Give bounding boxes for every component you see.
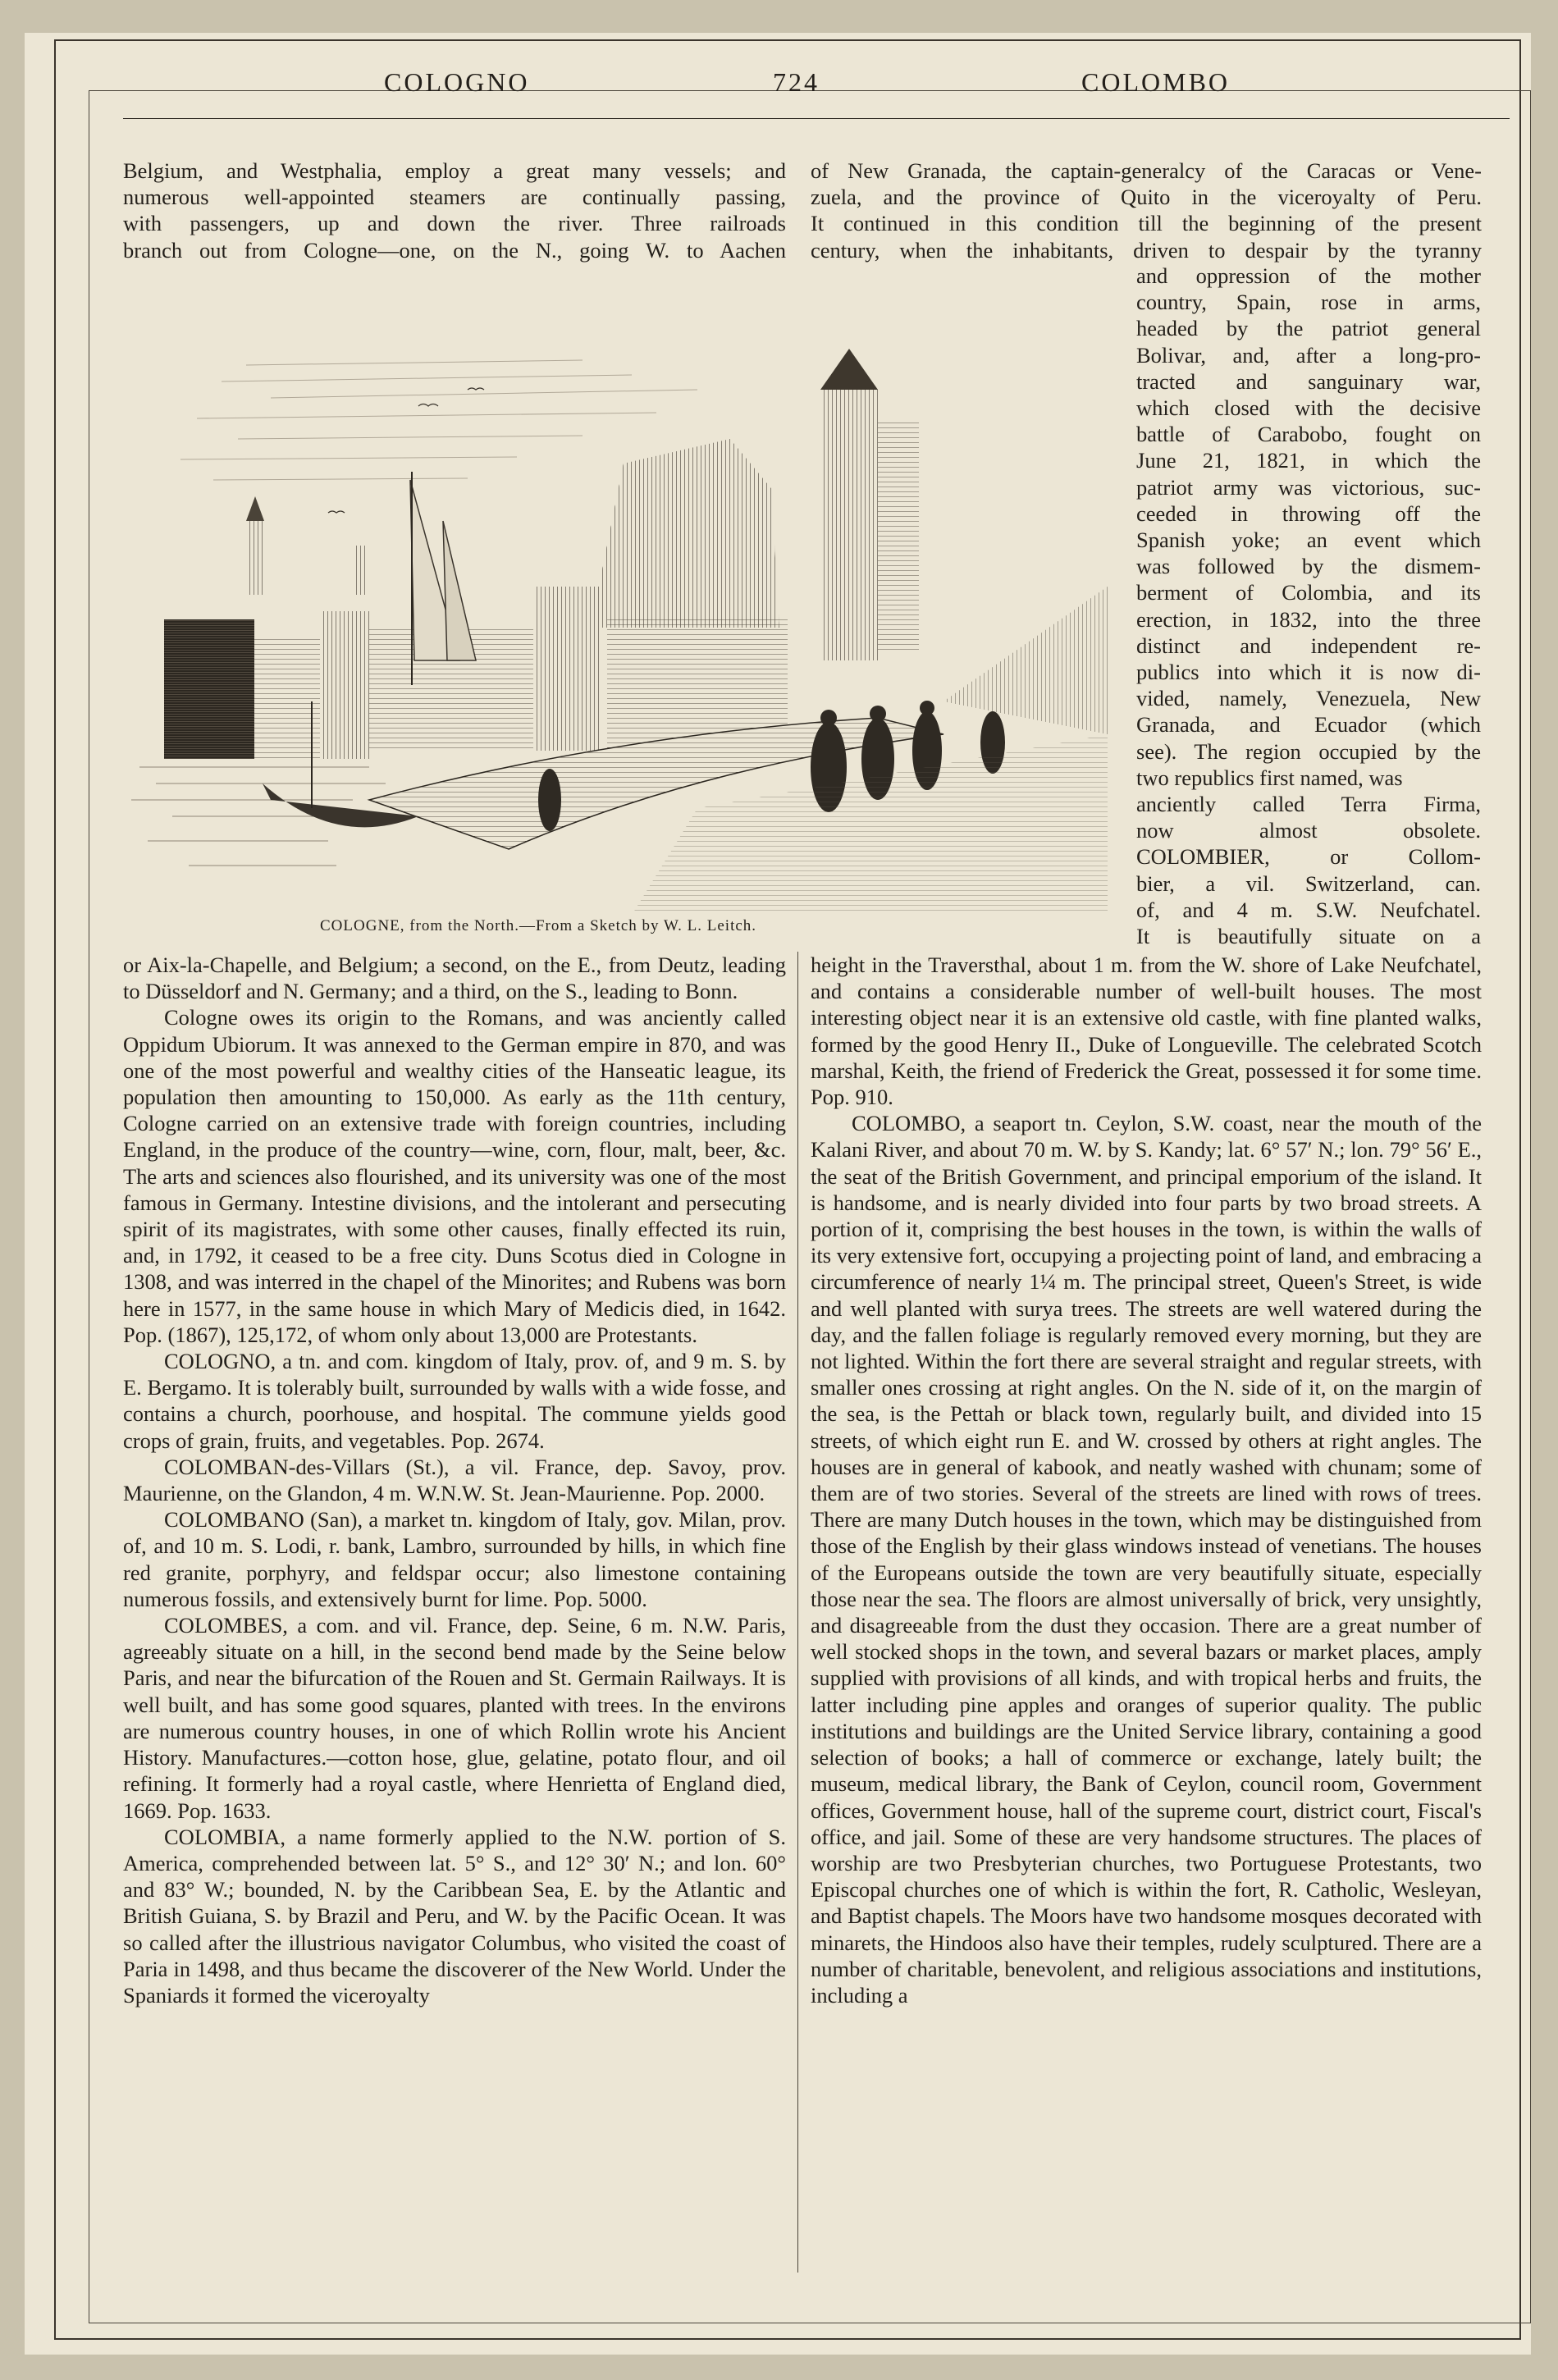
right-column	[811, 952, 1482, 2008]
right-column-top-text	[811, 158, 1482, 263]
text-line: patriot army was victorious, suc-	[1136, 474, 1481, 500]
text-line: distinct and independent re-	[1136, 633, 1481, 658]
entry-paragraph: COLOMBAN-des-Villars (St.), a vil. France, dep. Savoy, prov. Maurienne, on the Glandon, 4 m. W.N.W. St. Jean-Maurienne. Pop. 2000.	[123, 1454, 786, 1506]
entry-paragraph: COLOMBIA, a name formerly applied to the N.W. portion of S. America, comprehended between lat. 5° S., and 12° 30′ N.; and lon. 60° and 83° W.; bounded, N. by the Caribbean Sea, E. by the Atlantic and British Guiana, S. by Brazil and Peru, and W. by the Pacific Ocean. It was so called after the illustrious navigator Columbus, who visited the coast of Paria in 1498, and thus became the discoverer of the New World. Under the Spaniards it formed the viceroyalty	[123, 1824, 786, 2008]
running-header	[123, 67, 1518, 116]
text-line: battle of Carabobo, fought on	[1136, 422, 1481, 447]
text-line: see). The region occupied by the	[1136, 738, 1481, 764]
text-line: bier, a vil. Switzerland, can.	[1136, 870, 1481, 896]
cologne-engraving	[123, 275, 1108, 915]
entry-paragraph: COLOMBO, a seaport tn. Ceylon, S.W. coast, near the mouth of the Kalani River, and about 70 m. W. by S. Kandy; lat. 6° 57′ N.; lon. 79° 56′ E., the seat of the British Government, and principal emporium of the island. It is handsome, and is nearly divided into four parts by two broad streets. A portion of it, comprising the best houses in the town, is within the walls of its very extensive fort, occupying a projecting point of land, and embracing a circumference of nearly 1¼ m. The principal street, Queen's Street, is wide and well planted with surya trees. The streets are well watered during the day, and the fallen foliage is regularly removed every morning, but they are not lighted. Within the fort there are several straight and regular streets, with smaller ones crossing at right angles. On the N. side of it, on the margin of the sea, is the Pettah or black town, regularly built, and divided into 15 streets, of which eight run E. and W. crossed by others at right angles. The houses are in general of kabook, and neatly washed with chunam; some of them are of two stories. Several of the streets are lined with rows of trees. There are many Dutch houses in the town, which may be distinguished from those of the English by their glass windows instead of venetians. The houses of the Europeans outside the town are very beautifully situate, especially those near the sea. The floors are almost universally of brick, very unsightly, and disagreeable from the dust they occasion. There are a great number of well stocked shops in the town, and several bazars or market places, amply supplied with provisions of all kinds, and with tropical herbs and fruits, the latter including pine apples and oranges of superior quality. The public institutions and buildings are the United Service library, containing a good selection of books; a hall of commerce or exchange, lately built; the museum, medical library, the Bank of Ceylon, council room, Government offices, Government house, hall of the supreme court, district court, Fiscal's office, and jail. Some of these are very handsome structures. The places of worship are two Presbyterian churches, two Portuguese Protestants, two Episcopal churches one of which is within the fort, R. Catholic, Wesleyan, and Baptist chapels. The Moors have two handsome mosques decorated with minarets, the Hindoos also have their temples, rudely sculptured. There are a number of charitable, benevolent, and religious associations and institutions, including a	[811, 1111, 1482, 2008]
left-column	[123, 952, 786, 2008]
text-line: berment of Colombia, and its	[1136, 580, 1481, 605]
text-line: with passengers, up and down the river. Three railroads	[123, 211, 786, 236]
text-line: country, Spain, rose in arms,	[1136, 290, 1481, 315]
text-line: two republics first named, was	[1136, 765, 1403, 790]
text-line: now almost obsolete.	[1136, 818, 1481, 843]
entry-paragraph: COLOMBANO (San), a market tn. kingdom of Italy, gov. Milan, prov. of, and 10 m. S. Lodi, r. bank, Lambro, surrounded by hills, in which fine red granite, porphyry, and feldspar occur; also limestone containing numerous fossils, and extensively burnt for lime. Pop. 5000.	[123, 1507, 786, 1611]
text-line: numerous well-appointed steamers are continually passing,	[123, 185, 786, 210]
column-divider	[797, 952, 798, 2273]
entry-paragraph: height in the Traversthal, about 1 m. from the W. shore of Lake Neufchatel, and contains a considerable number of well-built houses. The most interesting object near it is an extensive old castle, with fine planted walks, formed by the good Henry II., Duke of Longueville. The celebrated Scotch marshal, Keith, the friend of Frederick the Great, possessed it for some time. Pop. 910.	[811, 952, 1482, 1110]
text-line: Granada, and Ecuador (which	[1136, 712, 1481, 738]
text-line: was followed by the dismem-	[1136, 554, 1481, 579]
text-line: ceeded in throwing off the	[1136, 500, 1481, 526]
text-line: COLOMBIER, or Collom-	[1136, 844, 1481, 870]
entry-paragraph: Cologne owes its origin to the Romans, and was anciently called Oppidum Ubiorum. It was annexed to the German empire in 870, and was one of the most powerful and wealthy cities of the Hanseatic league, its population then amounting to 150,000. As early as the 11th century, Cologne carried on an extensive trade with foreign countries, including England, in the produce of the country—wine, corn, flour, malt, beer, &c. The arts and sciences also flourished, and its university was one of the most famous in Germany. Intestine divisions, and the intolerant and persecuting spirit of its magistrates, with some other causes, finally effected its ruin, and, in 1792, it ceased to be a free city. Duns Scotus died in Cologne in 1308, and was interred in the chapel of the Minorites; and Rubens was born here in 1577, in the same house in which Mary of Medicis died, in 1642. Pop. (1867), 125,172, of whom only about 13,000 are Protestants.	[123, 1005, 786, 1347]
text-line: of New Granada, the captain-generalcy of the Caracas or Vene-	[811, 158, 1482, 183]
text-line: June 21, 1821, in which the	[1136, 448, 1481, 473]
entry-paragraph: COLOMBES, a com. and vil. France, dep. Seine, 6 m. N.W. Paris, agreeably situate on a hill, in the second bend made by the Seine below Paris, and near the bifurcation of the Rouen and St. Germain Railways. It is well built, and has some good squares, planted with trees. In the environs are numerous country houses, in one of which Rollin wrote his Ancient History. Manufactures.—cotton hose, glue, gelatine, potato flour, and oil refining. It formerly had a royal castle, where Henrietta of England died, 1669. Pop. 1633.	[123, 1613, 786, 1823]
page-number: 724	[773, 67, 820, 97]
text-line: tracted and sanguinary war,	[1136, 368, 1481, 394]
text-line: Bolivar, and, after a long-pro-	[1136, 342, 1481, 368]
text-line: publics into which it is now di-	[1136, 660, 1481, 685]
text-line: It continued in this condition till the beginning of the present	[811, 211, 1482, 236]
text-line: branch out from Cologne—one, on the N., going W. to Aachen	[123, 237, 786, 263]
text-line: anciently called Terra Firma,	[1136, 792, 1481, 817]
illustration-caption: COLOGNE, from the North.—From a Sketch by W. L. Leitch.	[320, 917, 757, 934]
entry-paragraph: or Aix-la-Chapelle, and Belgium; a second, on the E., from Deutz, leading to Düsseldorf and N. Germany; and a third, on the S., leading to Bonn.	[123, 952, 786, 1004]
header-left-word: COLOGNO	[384, 67, 530, 97]
header-rule	[123, 118, 1510, 119]
text-line: headed by the patriot general	[1136, 316, 1481, 341]
text-line: which closed with the decisive	[1136, 395, 1481, 421]
text-line: vided, namely, Venezuela, New	[1136, 686, 1481, 711]
header-right-word: COLOMBO	[1081, 67, 1231, 97]
right-column-wrapped-text	[1136, 263, 1481, 949]
left-column-top-text	[123, 158, 786, 263]
text-line: It is beautifully situate on a	[1136, 924, 1481, 949]
text-line: of, and 4 m. S.W. Neufchatel.	[1136, 897, 1481, 922]
text-line: erection, in 1832, into the three	[1136, 606, 1481, 632]
text-line: century, when the inhabitants, driven to despair by the tyranny	[811, 237, 1482, 263]
text-line: Belgium, and Westphalia, employ a great many vessels; and	[123, 158, 786, 183]
text-line: zuela, and the province of Quito in the viceroyalty of Peru.	[811, 185, 1482, 210]
entry-paragraph: COLOGNO, a tn. and com. kingdom of Italy, prov. of, and 9 m. S. by E. Bergamo. It is tolerably built, surrounded by walls with a wide fosse, and contains a church, poorhouse, and hospital. The commune yields good crops of grain, fruits, and vegetables. Pop. 2674.	[123, 1349, 786, 1453]
text-line: and oppression of the mother	[1136, 263, 1481, 288]
text-line: Spanish yoke; an event which	[1136, 528, 1481, 553]
